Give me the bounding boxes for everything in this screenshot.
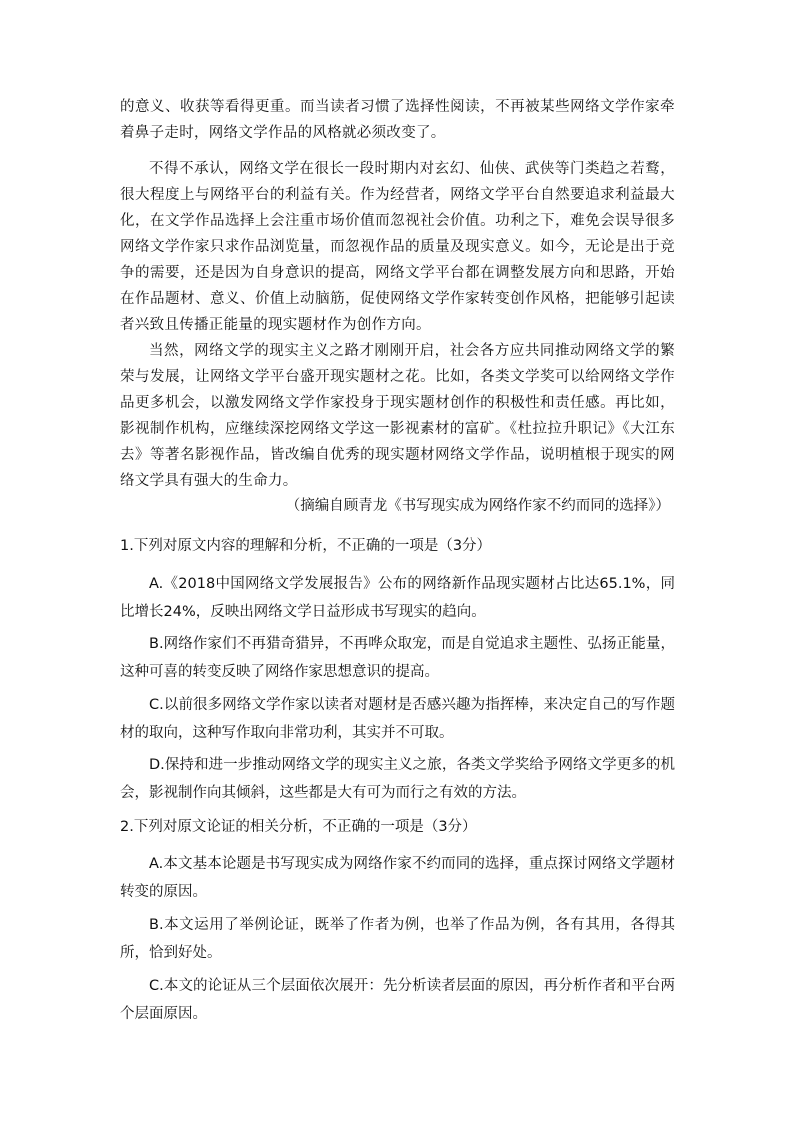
question-2-title: 2.下列对原文论证的相关分析，不正确的一项是（3分） [120, 819, 477, 835]
question-1-option-c: C.以前很多网络文学作家以读者对题材是否感兴趣为指挥棒，来决定自己的写作题材的取向，这种写作取向非常功利，其实并不可取。 [120, 697, 675, 741]
article-paragraph-3: 当然，网络文学的现实主义之路才刚刚开启，社会各方应共同推动网络文学的繁荣与发展，让网络文学平台盛开现实题材之花。比如，各类文学奖可以给网络文学作品更多机会，以激发网络文学作家投身于现实题材创作的积极性和责任感。再比如，影视制作机构，应继续深挖网络文学这一影视素材的富矿。《杜拉拉升职记》《大江东去》等著名影视作品，皆改编自优秀的现实题材网络文学作品，说明植根于现实的网络文学具有强大的生命力。 [120, 343, 675, 489]
question-1-option-b: B.网络作家们不再猎奇猎异，不再哗众取宠，而是自觉追求主题性、弘扬正能量，这种可喜的转变反映了网络作家思想意识的提高。 [120, 636, 675, 680]
article-source: （摘编自顾青龙《书写现实成为网络作家不约而同的选择》） [285, 498, 670, 514]
question-2-option-a: A.本文基本论题是书写现实成为网络作家不约而同的选择，重点探讨网络文学题材转变的原因。 [120, 856, 675, 900]
article-paragraph-2: 不得不承认，网络文学在很长一段时期内对玄幻、仙侠、武侠等门类趋之若鹜，很大程度上与网络平台的利益有关。作为经营者，网络文学平台自然要追求利益最大化，在文学作品选择上会注重市场价值而忽视社会价值。功利之下，难免会误导很多网络文学作家只求作品浏览量，而忽视作品的质量及现实意义。如今，无论是出于竞争的需要，还是因为自身意识的提高，网络文学平台都在调整发展方向和思路，开始在作品题材、意义、价值上动脑筋，促使网络文学作家转变创作风格，把能够引起读者兴致且传播正能量的现实题材作为创作方向。 [120, 161, 675, 333]
question-2-option-c: C.本文的论证从三个层面依次展开：先分析读者层面的原因，再分析作者和平台两个层面原因。 [120, 978, 675, 1022]
question-1-option-a: A.《2018中国网络文学发展报告》公布的网络新作品现实题材占比达65.1%，同比增长24%，反映出网络文学日益形成书写现实的趋向。 [120, 576, 675, 620]
question-2-option-b: B.本文运用了举例论证，既举了作者为例，也举了作品为例，各有其用，各得其所，恰到好处。 [120, 917, 675, 961]
question-1-title: 1.下列对原文内容的理解和分析，不正确的一项是（3分） [120, 538, 492, 554]
article-paragraph-1: 的意义、收获等看得更重。而当读者习惯了选择性阅读，不再被某些网络文学作家牵着鼻子走时，网络文学作品的风格就必须改变了。 [120, 99, 675, 141]
question-1-option-d: D.保持和进一步推动网络文学的现实主义之旅，各类文学奖给予网络文学更多的机会，影视制作向其倾斜，这些都是大有可为而行之有效的方法。 [120, 757, 675, 801]
